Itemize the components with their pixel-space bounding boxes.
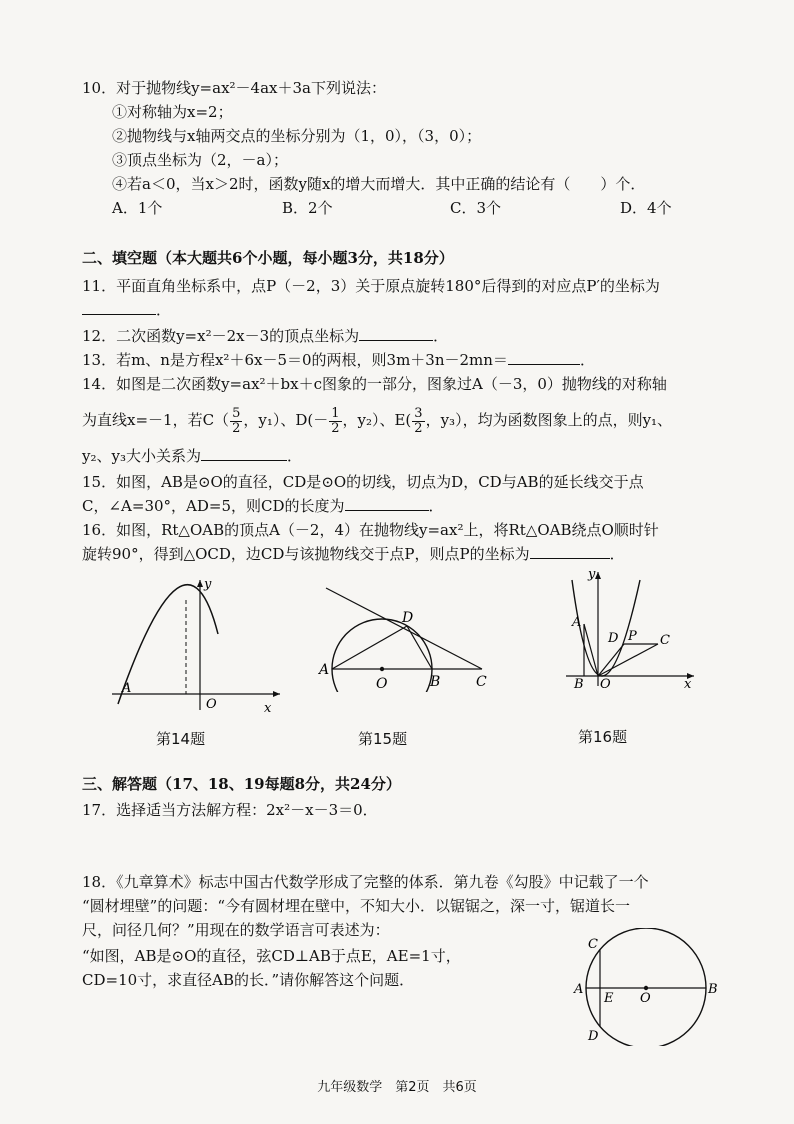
fig16-segment-oc — [598, 644, 658, 676]
fig14-label-a: A — [122, 681, 132, 696]
fig14-label-o: O — [206, 697, 217, 712]
fig18-center-dot — [644, 986, 648, 990]
fig15-tangent-cd — [326, 588, 482, 669]
q15-line1: 15．如图，AB是⊙O的直径，CD是⊙O的切线，切点为D，CD与AB的延长线交于点 — [82, 473, 644, 491]
fig16-label-x: x — [684, 677, 692, 690]
q10-statement-2: ②抛物线与x轴两交点的坐标分别为（1，0），（3，0）； — [112, 127, 482, 145]
fig16-parabola-curve — [572, 580, 640, 676]
q10-stem: 10．对于抛物线y=ax²－4ax＋3a下列说法： — [82, 79, 386, 97]
q13: 13．若m、n是方程x²＋6x－5＝0的两根，则3m＋3n－2mn＝ ． — [82, 351, 595, 369]
fig16-label-y: y — [588, 567, 596, 582]
q17: 17．选择适当方法解方程：2x²－x－3＝0． — [82, 801, 378, 819]
figure-15-circle-tangent — [316, 584, 496, 692]
q10-option-b: B．2个 — [282, 199, 333, 217]
fig16-label-d: D — [608, 631, 619, 646]
fig18-label-c: C — [588, 937, 598, 952]
fig14-parabola-curve — [118, 585, 218, 704]
fig18-label-b: B — [708, 982, 718, 997]
q18-line5: CD=10寸，求直径AB的长．”请你解答这个问题． — [82, 971, 415, 989]
fig15-label-d: D — [402, 610, 414, 626]
fig18-label-a: A — [574, 982, 584, 997]
fig16-label-p: P — [628, 629, 637, 644]
q12: 12．二次函数y=x²－2x－3的顶点坐标为 ． — [82, 327, 449, 345]
figure-16-caption: 第16题 — [578, 728, 628, 746]
figure-18-circle-chord — [566, 928, 728, 1046]
q14-line2: 为直线x=－1，若C（ $\frac{5}{2}$ ，y₁）、D(－ $\frac{1}{2}$ ，y₂）、E( $\frac{3}{2}$ ，y₃），均为函数图象上的点，则y₁、 — [82, 405, 673, 436]
q10-statement-1: ①对称轴为x=2； — [112, 103, 233, 121]
fig14-label-y: y — [204, 577, 212, 592]
q18-line3: 尺，问径几何？”用现在的数学语言可表述为： — [82, 921, 390, 939]
fig18-label-d: D — [588, 1029, 599, 1044]
q10-statement-3: ③顶点坐标为（2，－a）； — [112, 151, 288, 169]
q11-line2: ． — [82, 300, 171, 320]
fig18-label-o: O — [640, 991, 651, 1006]
q16-answer-blank[interactable] — [530, 544, 610, 559]
figure-15-caption: 第15题 — [358, 730, 408, 748]
fig15-label-o: O — [376, 676, 388, 692]
fig14-label-x: x — [264, 701, 272, 716]
fig16-label-b: B — [574, 677, 584, 690]
q13-answer-blank[interactable] — [508, 350, 580, 365]
fig16-label-c: C — [660, 633, 670, 648]
q11-answer-blank[interactable] — [82, 300, 156, 315]
figure-16-rotation — [560, 566, 700, 690]
q18-line4: “如图，AB是⊙O的直径，弦CD⊥AB于点E，AE=1寸， — [82, 947, 461, 965]
page-footer: 九年级数学 第2页 共6页 — [317, 1080, 477, 1095]
fig15-center-dot — [380, 667, 384, 671]
figure-14-caption: 第14题 — [156, 730, 206, 748]
fig16-segment-od — [598, 644, 624, 676]
q14-line3: y₂、y₃大小关系为 ． — [82, 447, 302, 465]
q16-line2: 旋转90°，得到△OCD，边CD与该抛物线交于点P，则点P的坐标为 ． — [82, 545, 625, 563]
section-3-heading: 三、解答题（17、18、19每题8分，共24分） — [82, 775, 401, 793]
fig16-label-a: A — [572, 615, 582, 630]
q15-answer-blank[interactable] — [345, 496, 429, 511]
q10-statement-4: ④若a＜0，当x＞2时，函数y随x的增大而增大．其中正确的结论有（ ）个． — [112, 175, 646, 193]
q11-line1: 11．平面直角坐标系中，点P（－2，3）关于原点旋转180°后得到的对应点P′的坐标为 — [82, 277, 660, 295]
fig15-label-a: A — [319, 662, 330, 678]
q15-line2: C，∠A=30°，AD=5，则CD的长度为 ． — [82, 497, 444, 515]
q10-option-d: D．4个 — [620, 199, 672, 217]
fig15-label-c: C — [476, 674, 487, 690]
q18-line2: “圆材埋壁”的问题：“今有圆材埋在壁中，不知大小．以锯锯之，深一寸，锯道长一 — [82, 897, 631, 915]
fig16-label-o: O — [600, 677, 611, 690]
q16-line1: 16．如图，Rt△OAB的顶点A（－2，4）在抛物线y=ax²上，将Rt△OAB绕点O顺时针 — [82, 521, 659, 539]
fig15-chord-ad — [332, 626, 407, 669]
q14-answer-blank[interactable] — [201, 446, 287, 461]
q14-line1: 14．如图是二次函数y=ax²＋bx＋c图象的一部分，图象过A（－3，0）抛物线的对称轴 — [82, 375, 667, 393]
fig16-segment-oa — [584, 624, 598, 676]
q10-option-a: A．1个 — [112, 199, 163, 217]
q18-line1: 18．《九章算术》标志中国古代数学形成了完整的体系．第九卷《勾股》中记载了一个 — [82, 873, 649, 891]
section-2-heading: 二、填空题（本大题共6个小题，每小题3分，共18分） — [82, 249, 454, 267]
fig18-label-e: E — [604, 991, 614, 1006]
q10-option-c: C．3个 — [450, 199, 502, 217]
q12-answer-blank[interactable] — [359, 326, 433, 341]
fig15-label-b: B — [430, 674, 441, 690]
figure-14-parabola — [108, 574, 284, 716]
